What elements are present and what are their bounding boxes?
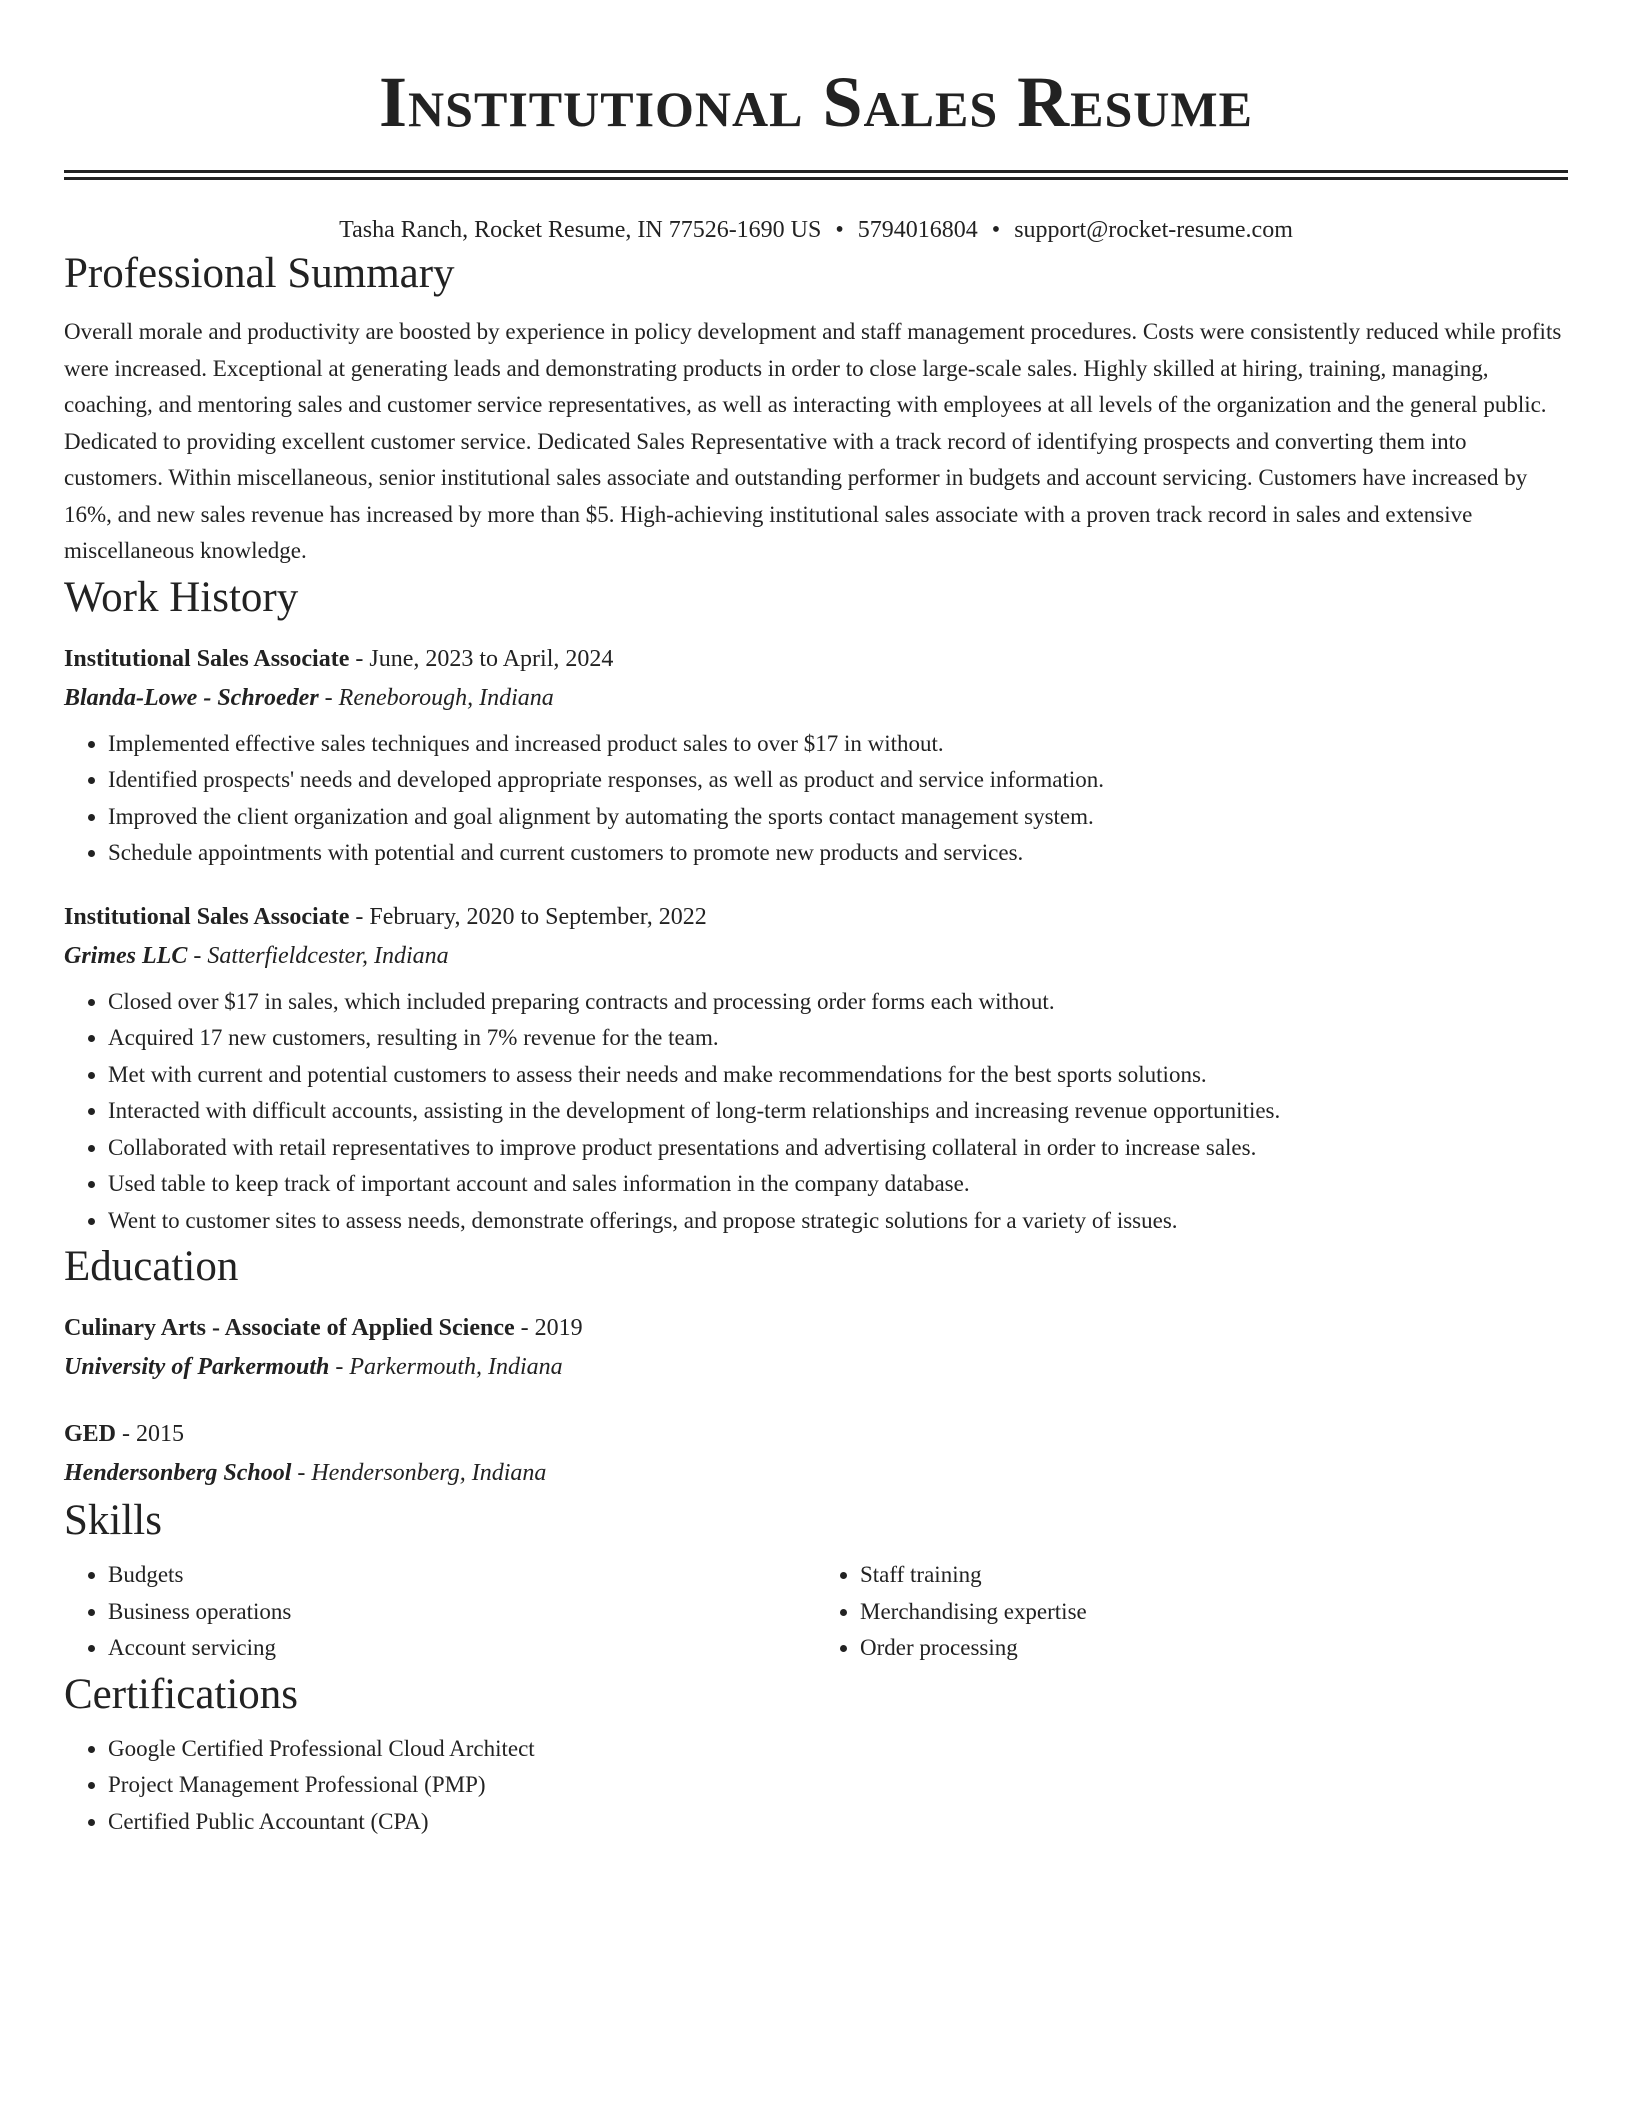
list-item: • Budgets [108,1557,816,1594]
graduation-year: - 2019 [514,1315,583,1341]
contact-address: Tasha Ranch, Rocket Resume, IN 77526-1690 US [339,217,822,243]
list-item: • Schedule appointments with potential and current customers to promote new products and services. [108,835,1568,872]
list-item: • Order processing [860,1630,1568,1667]
job-entry [64,898,1568,1240]
school-location: - Parkermouth, Indiana [329,1354,563,1380]
certifications-heading: Certifications [64,1670,299,1718]
job-entry [64,640,1568,872]
job-company: Grimes LLC [64,942,188,969]
skills-columns [64,1557,1568,1667]
list-item: • Improved the client organization and goal alignment by automating the sports contact management system. [108,799,1568,836]
degree-line [64,1415,1568,1453]
job-location: - Reneborough, Indiana [318,684,554,711]
job-dates: - June, 2023 to April, 2024 [349,645,614,672]
degree: Culinary Arts - Associate of Applied Science [64,1315,515,1341]
page-title: Institutional Sales Resume [379,62,1253,142]
job-dates: - February, 2020 to September, 2022 [349,903,707,930]
school-name: University of Parkermouth [64,1354,330,1380]
school-line [64,1453,1568,1493]
list-item: • Closed over $17 in sales, which included preparing contracts and processing order forms each without. [108,984,1568,1021]
education-heading: Education [64,1243,239,1290]
list-item: • Identified prospects' needs and developed appropriate responses, as well as product and service information. [108,762,1568,799]
list-item: • Project Management Professional (PMP) [108,1767,1568,1804]
summary-heading: Professional Summary [64,250,455,297]
job-company-line [64,936,1568,976]
list-item: • Implemented effective sales techniques and increased product sales to over $17 in without. [108,726,1568,763]
school-line [64,1347,1568,1387]
contact-email: support@rocket-resume.com [1014,217,1293,243]
list-item: • Met with current and potential customers to assess their needs and make recommendations for the best sports solutions. [108,1057,1568,1094]
contact-separator: • [991,217,1001,243]
graduation-year: - 2015 [116,1421,185,1447]
job-bullets [64,984,1568,1240]
skills-heading: Skills [64,1497,162,1544]
job-title: Institutional Sales Associate [64,903,350,930]
skills-list-right [816,1557,1568,1667]
contact-line [64,214,1568,246]
job-bullets [64,726,1568,872]
title-divider [64,170,1568,180]
list-item: • Interacted with difficult accounts, assisting in the development of long-term relationships and increasing revenue opportunities. [108,1093,1568,1130]
list-item: • Went to customer sites to assess needs, demonstrate offerings, and propose strategic solutions for a variety of issues. [108,1203,1568,1240]
list-item: • Used table to keep track of important account and sales information in the company database. [108,1166,1568,1203]
job-company-line [64,678,1568,718]
job-company: Blanda-Lowe - Schroeder [64,684,319,711]
list-item: • Collaborated with retail representatives to improve product presentations and advertising collateral in order to increase sales. [108,1130,1568,1167]
list-item: • Google Certified Professional Cloud Architect [108,1731,1568,1768]
certifications-list [64,1731,1568,1841]
education-entry [64,1309,1568,1387]
list-item: • Business operations [108,1594,816,1631]
job-location: - Satterfieldcester, Indiana [187,942,449,969]
list-item: • Staff training [860,1557,1568,1594]
list-item: • Merchandising expertise [860,1594,1568,1631]
degree: GED [64,1421,117,1447]
summary-text: Overall morale and productivity are boosted by experience in policy development and staff management procedures. Costs were consistently reduced while profits were increased. Exceptional at generating leads and demonstrating products in order to close large-scale sales. Highly skilled at hiring, training, managing, coaching, and mentoring sales and customer service representatives, as well as interacting with employees at all levels of the organization and the general public. Dedicated to providing excellent customer service. Dedicated Sales Representative with a track record of identifying prospects and converting them into customers. Within miscellaneous, senior institutional sales associate and outstanding performer in budgets and account servicing. Customers have increased by 16%, and new sales revenue has increased by more than $5. High-achieving institutional sales associate with a proven track record in sales and extensive miscellaneous knowledge. [64,319,1562,563]
contact-phone: 5794016804 [857,217,978,243]
list-item: • Certified Public Accountant (CPA) [108,1804,1568,1841]
education-entry [64,1415,1568,1493]
job-title-line [64,640,1568,678]
skills-list-left [64,1557,816,1667]
list-item: • Acquired 17 new customers, resulting in 7% revenue for the team. [108,1020,1568,1057]
job-title: Institutional Sales Associate [64,645,350,672]
school-location: - Hendersonberg, Indiana [291,1460,547,1486]
list-item: • Account servicing [108,1630,816,1667]
work-history-heading: Work History [64,573,299,621]
contact-separator: • [835,217,844,243]
job-title-line [64,898,1568,936]
school-name: Hendersonberg School [64,1460,292,1486]
degree-line [64,1309,1568,1347]
